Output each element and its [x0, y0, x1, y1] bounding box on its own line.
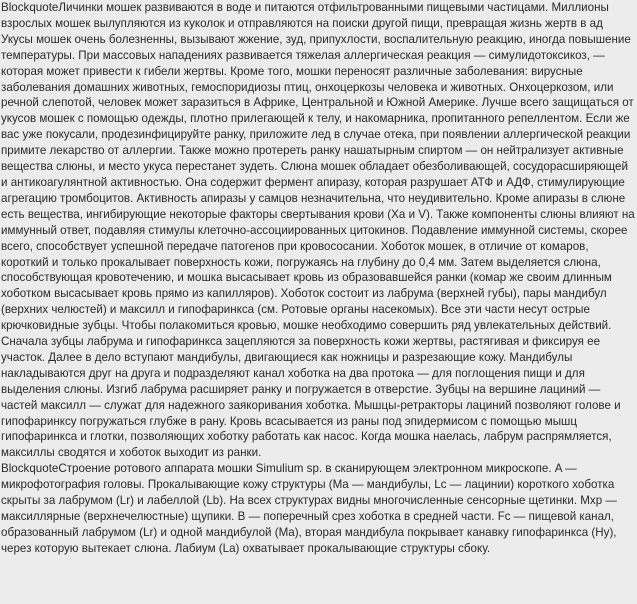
blockquote-mouthparts-caption	[0, 461, 637, 556]
blockquote-text: Личинки мошек развиваются в воде и питаются отфильтрованными пищевыми частицами. Миллионы взрослых мошек вылупляются из куколок и отправляются на поиски другой пищи, превращая жизнь жертв в ад Укусы мошек очень болезненны, вызывают жжение, зуд, припухлости, воспалительную реакцию, иногда повышение температуры. При массовых нападениях развивается тяжелая аллергическая реакция — симулидотоксикоз, — которая может привести к гибели жертвы. Кроме того, мошки переносят различные заболевания: вирусные заболевания домашних животных, гемоспоридиозы птиц, онхоцеркозы человека и животных. Онхоцеркозом, или речной слепотой, человек может заразиться в Африке, Центральной и Южной Америке. Лучше всего защищаться от укусов мошек с помощью одежды, плотно прилегающей к телу, и накомарника, пропитанного репеллентом. Если же вас уже покусали, продезинфицируйте ранку, приложите лед в случае отека, при появлении аллергической реакции примите лекарство от аллергии. Также можно протереть ранку нашатырным спиртом — он нейтрализует активные вещества слюны, и место укуса перестанет зудеть. Слюна мошек обладает обезболивающей, сосудорасширяющей и антикоагулянтной активностью. Она содержит фермент апиразу, которая разрушает АТФ и АДФ, стимулирующие агрегацию тромбоцитов. Активность апиразы у самцов незначительна, что неудивительно. Кроме апиразы в слюне есть вещества, ингибирующие некоторые факторы свертывания крови (Xa и V). Также компоненты слюны влияют на иммунный ответ, подавляя стимулы клеточно-ассоциированных цитокинов. Подавление иммунной системы, скорее всего, способствует успешной передаче патогенов при кровососании. Хоботок мошек, в отличие от комаров, короткий и только прокалывает поверхность кожи, погружаясь на глубину до 0,4 мм. Затем выделяется слюна, способствующая кровотечению, и мошка высасывает кровь из образовавшейся ранки (комар же своим длинным хоботком высасывает кровь прямо из капилляров). Хоботок состоит из лабрума (верхней губы), пары мандибул (верхних челюстей) и максилл и гипофаринкса (см. Ротовые органы насекомых). Все эти части несут острые крючковидные зубцы. Чтобы полакомиться кровью, мошке необходимо совершить ряд увлекательных действий. Сначала зубцы лабрума и гипофаринкса зацепляются за поверхность кожи жертвы, растягивая и фиксируя ее участок. Далее в дело вступают мандибулы, двигающиеся как ножницы и разрезающие кожу. Мандибулы накладываются друг на друга и подразделяют канал хоботка на два протока — для поглощения пищи и для выделения слюны. Изгиб лабрума расширяет ранку и погружается в отверстие. Зубцы на вершине лациний — частей максилл — служат для надежного заякоривания хоботка. Мышцы-ретракторы лациний позволяют голове и гипофаринксу погружаться глубже в рану. Кровь всасывается из раны под эпидермисом с помощью мышц гипофаринкса и глотки, позволяющих хоботку работать как насос. Когда мошка наелась, лабрум распрямляется, максиллы сводятся и хоботок выходит из ранки.	[1, 1, 635, 460]
blockquote-label: Blockquote	[1, 1, 59, 14]
blockquote-text: Строение ротового аппарата мошки Simulium sp. в сканирующем электронном микроскопе. A — микрофотография головы. Прокалывающие кожу структуры (Ma — мандибулы, Lc — лацинии) короткого хоботка скрыты за лабрумом (Lr) и лабеллой (Lb). На всех структурах видны многочисленные сенсорные щетинки. Mxp — максиллярные (верхнечелюстные) щупики. B — поперечный срез хоботка в средней части. Fc — пищевой канал, образованный лабрумом (Lr) и одной мандибулой (Ma), вторая мандибула покрывает канавку гипофаринкса (Hy), через которую вытекает слюна. Лабиум (La) охватывает прокалывающие структуры сбоку.	[1, 462, 617, 555]
blockquote-label: Blockquote	[1, 462, 59, 476]
